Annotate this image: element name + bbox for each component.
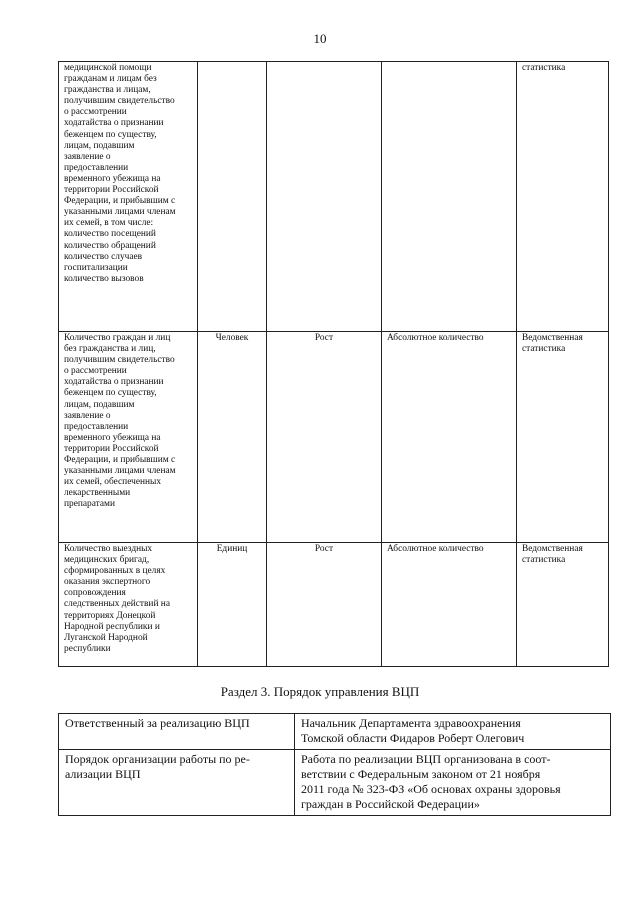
table-row bbox=[59, 62, 609, 332]
indicator-cell: Количество выездных медицинских бригад, сформированных в целях оказания экспертного сопровождения следственных действий на территориях Донецкой Народной республики и Луганской Народной республики bbox=[59, 543, 198, 667]
value-type-cell bbox=[382, 62, 517, 332]
table-row bbox=[59, 714, 611, 750]
table-row bbox=[59, 543, 609, 667]
source-cell: Ведомственная статистика bbox=[517, 543, 609, 667]
indicator-cell: Количество граждан и лиц без гражданства и лиц, получившим свидетельство о рассмотрении ходатайства о признании беженцем по существу, лицам, подавшим заявление о предоставлении временного убежища на территории Российской Федерации, и прибывшим с указанными лицами членам их семей, обеспеченных лекарственными препаратами bbox=[59, 332, 198, 543]
value-type-cell: Абсолютное количество bbox=[382, 543, 517, 667]
value-type-cell: Абсолютное количество bbox=[382, 332, 517, 543]
value-cell: Работа по реализации ВЦП организована в соот- ветствии с Федеральным законом от 21 ноября 2011 года № 323-ФЗ «Об основах охраны здоровья граждан в Российской Федерации» bbox=[295, 749, 611, 815]
indicator-cell: медицинской помощи гражданам и лицам без гражданства и лицам, получившим свидетельство о рассмотрении ходатайства о признании беженцем по существу, лицам, подавшим заявление о предоставлении временного убежища на территории Российской Федерации, и прибывшим с указанными лицами членам их семей, в том числе: количество посещений количество обращений количество случаев госпитализации количество вызовов bbox=[59, 62, 198, 332]
unit-cell bbox=[198, 62, 267, 332]
trend-cell: Рост bbox=[267, 332, 382, 543]
management-table bbox=[58, 713, 611, 816]
table-row bbox=[59, 749, 611, 815]
indicators-table bbox=[58, 61, 609, 667]
page-number: 10 bbox=[313, 31, 327, 46]
trend-cell: Рост bbox=[267, 543, 382, 667]
value-cell: Начальник Департамента здравоохранения Томской области Фидаров Роберт Олегович bbox=[295, 714, 611, 750]
label-cell: Ответственный за реализацию ВЦП bbox=[59, 714, 295, 750]
source-cell: Ведомственная статистика bbox=[517, 332, 609, 543]
section-title: Раздел 3. Порядок управления ВЦП bbox=[220, 684, 420, 699]
table-row bbox=[59, 332, 609, 543]
unit-cell: Единиц bbox=[198, 543, 267, 667]
source-cell: статистика bbox=[517, 62, 609, 332]
trend-cell bbox=[267, 62, 382, 332]
unit-cell: Человек bbox=[198, 332, 267, 543]
label-cell: Порядок организации работы по ре- ализации ВЦП bbox=[59, 749, 295, 815]
